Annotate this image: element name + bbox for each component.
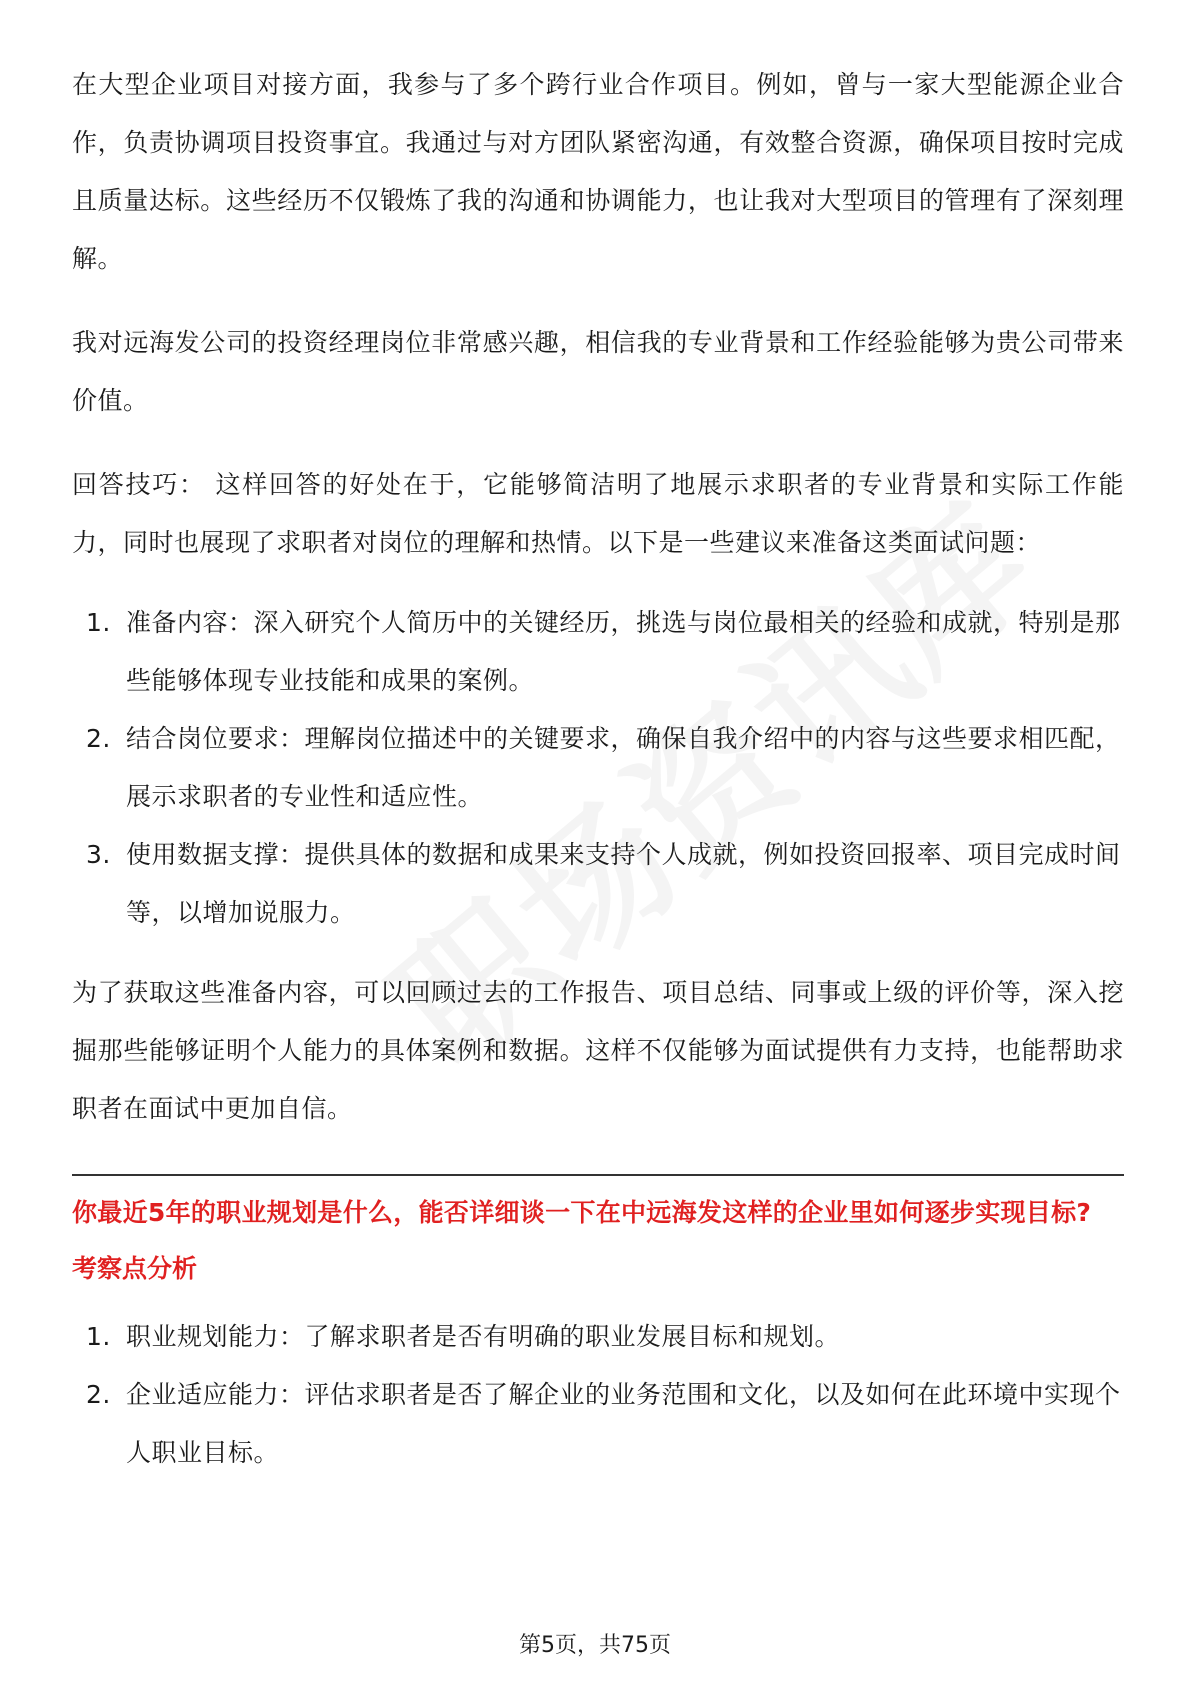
list-item-text: 企业适应能力：评估求职者是否了解企业的业务范围和文化，以及如何在此环境中实现个人职业目标。 [126, 1380, 1121, 1467]
list-item [72, 1366, 1124, 1482]
content-body [72, 56, 1124, 1482]
list-number: 1. [86, 608, 111, 637]
list-item [72, 594, 1124, 710]
list-number: 2. [86, 1380, 111, 1409]
paragraph-project-experience: 在大型企业项目对接方面，我参与了多个跨行业合作项目。例如，曾与一家大型能源企业合作，负责协调项目投资事宜。我通过与对方团队紧密沟通，有效整合资源，确保项目按时完成且质量达标。这些经历不仅锻炼了我的沟通和协调能力，也让我对大型项目的管理有了深刻理解。 [72, 70, 1124, 273]
list-item [72, 826, 1124, 942]
analysis-list [72, 1308, 1124, 1482]
paragraph-interest: 我对远海发公司的投资经理岗位非常感兴趣，相信我的专业背景和工作经验能够为贵公司带来价值。 [72, 328, 1124, 415]
list-item [72, 1308, 1124, 1366]
paragraph-answer-tips: 回答技巧： 这样回答的好处在于，它能够简洁明了地展示求职者的专业背景和实际工作能力，同时也展现了求职者对岗位的理解和热情。以下是一些建议来准备这类面试问题： [72, 470, 1124, 557]
paragraph-closing: 为了获取这些准备内容，可以回顾过去的工作报告、项目总结、同事或上级的评价等，深入挖掘那些能够证明个人能力的具体案例和数据。这样不仅能够为面试提供有力支持，也能帮助求职者在面试中更加自信。 [72, 978, 1124, 1123]
tips-list [72, 594, 1124, 942]
list-item-text: 结合岗位要求：理解岗位描述中的关键要求，确保自我介绍中的内容与这些要求相匹配，展示求职者的专业性和适应性。 [126, 724, 1121, 811]
list-number: 1. [86, 1322, 111, 1351]
list-item [72, 710, 1124, 826]
list-item-text: 职业规划能力：了解求职者是否有明确的职业发展目标和规划。 [126, 1322, 841, 1351]
page-footer: 第5页，共75页 [519, 1633, 671, 1658]
list-number: 3. [86, 840, 111, 869]
list-item-text: 使用数据支撑：提供具体的数据和成果来支持个人成就，例如投资回报率、项目完成时间等，以增加说服力。 [126, 840, 1121, 927]
list-number: 2. [86, 724, 111, 753]
section-title: 考察点分析 [72, 1254, 198, 1283]
list-item-text: 准备内容：深入研究个人简历中的关键经历，挑选与岗位最相关的经验和成就，特别是那些能够体现专业技能和成果的案例。 [126, 608, 1121, 695]
question-heading: 你最近5年的职业规划是什么，能否详细谈一下在中远海发这样的企业里如何逐步实现目标? [72, 1198, 1092, 1227]
